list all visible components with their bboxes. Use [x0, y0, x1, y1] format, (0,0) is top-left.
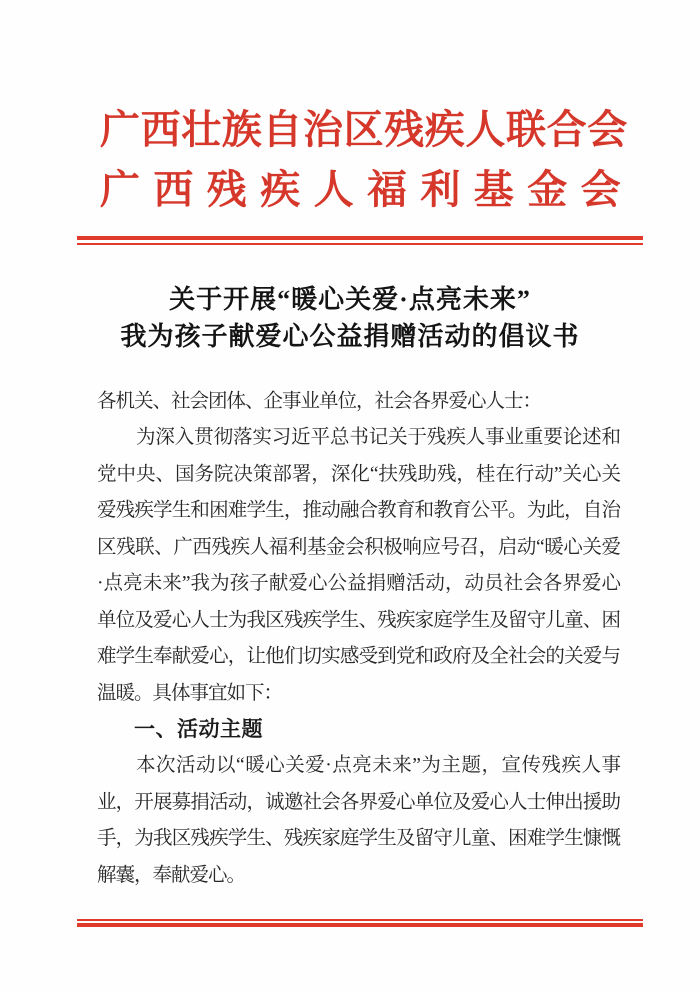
body-line: 业，开展募捐活动，诚邀社会各界爱心单位及爱心人士伸出援助 [97, 791, 620, 813]
document-title-line1: 关于开展“暖心关爱·点亮未来” [169, 285, 531, 314]
document-title [0, 281, 700, 355]
body-line: 单位及爱心人士为我区残疾学生、残疾家庭学生及留守儿童、困 [97, 609, 620, 631]
divider-thick-line [77, 923, 643, 927]
divider-thin-line [77, 243, 643, 245]
header-divider-rule [77, 236, 643, 245]
body-line: 本次活动以“暖心关爱·点亮未来”为主题，宣传残疾人事 [136, 755, 620, 777]
body-line: 解囊，奉献爱心。 [97, 864, 246, 886]
footer-divider-rule [77, 919, 643, 927]
body-line: 党中央、国务院决策部署，深化“扶残助残，桂在行动”关心关 [97, 463, 620, 485]
org-name-line2: 广西残疾人福利基金会 [100, 167, 634, 212]
document-title-line2: 我为孩子献爱心公益捐赠活动的倡议书 [120, 322, 580, 351]
divider-thin-line [77, 919, 643, 921]
document-body [97, 384, 620, 894]
body-line: 爱残疾学生和困难学生，推动融合教育和教育公平。为此，自治 [97, 500, 620, 522]
org-name-line1: 广西壮族自治区残疾人联合会 [100, 107, 628, 152]
body-line: 为深入贯彻落实习近平总书记关于残疾人事业重要论述和 [136, 427, 620, 449]
body-line: 温暖。具体事宜如下： [97, 682, 283, 704]
section-heading: 一、活动主题 [134, 717, 263, 741]
body-line: ·点亮未来”我为孩子献爱心公益捐赠活动，动员社会各界爱心 [97, 573, 620, 595]
salutation-line: 各机关、社会团体、企事业单位，社会各界爱心人士： [97, 391, 542, 412]
body-line: 区残联、广西残疾人福利基金会积极响应号召，启动“暖心关爱 [97, 536, 620, 558]
divider-thick-line [77, 236, 643, 240]
letterhead [100, 108, 640, 212]
body-line: 手，为我区残疾学生、残疾家庭学生及留守儿童、困难学生慷慨 [97, 828, 620, 850]
body-line: 难学生奉献爱心，让他们切实感受到党和政府及全社会的关爱与 [97, 646, 620, 668]
